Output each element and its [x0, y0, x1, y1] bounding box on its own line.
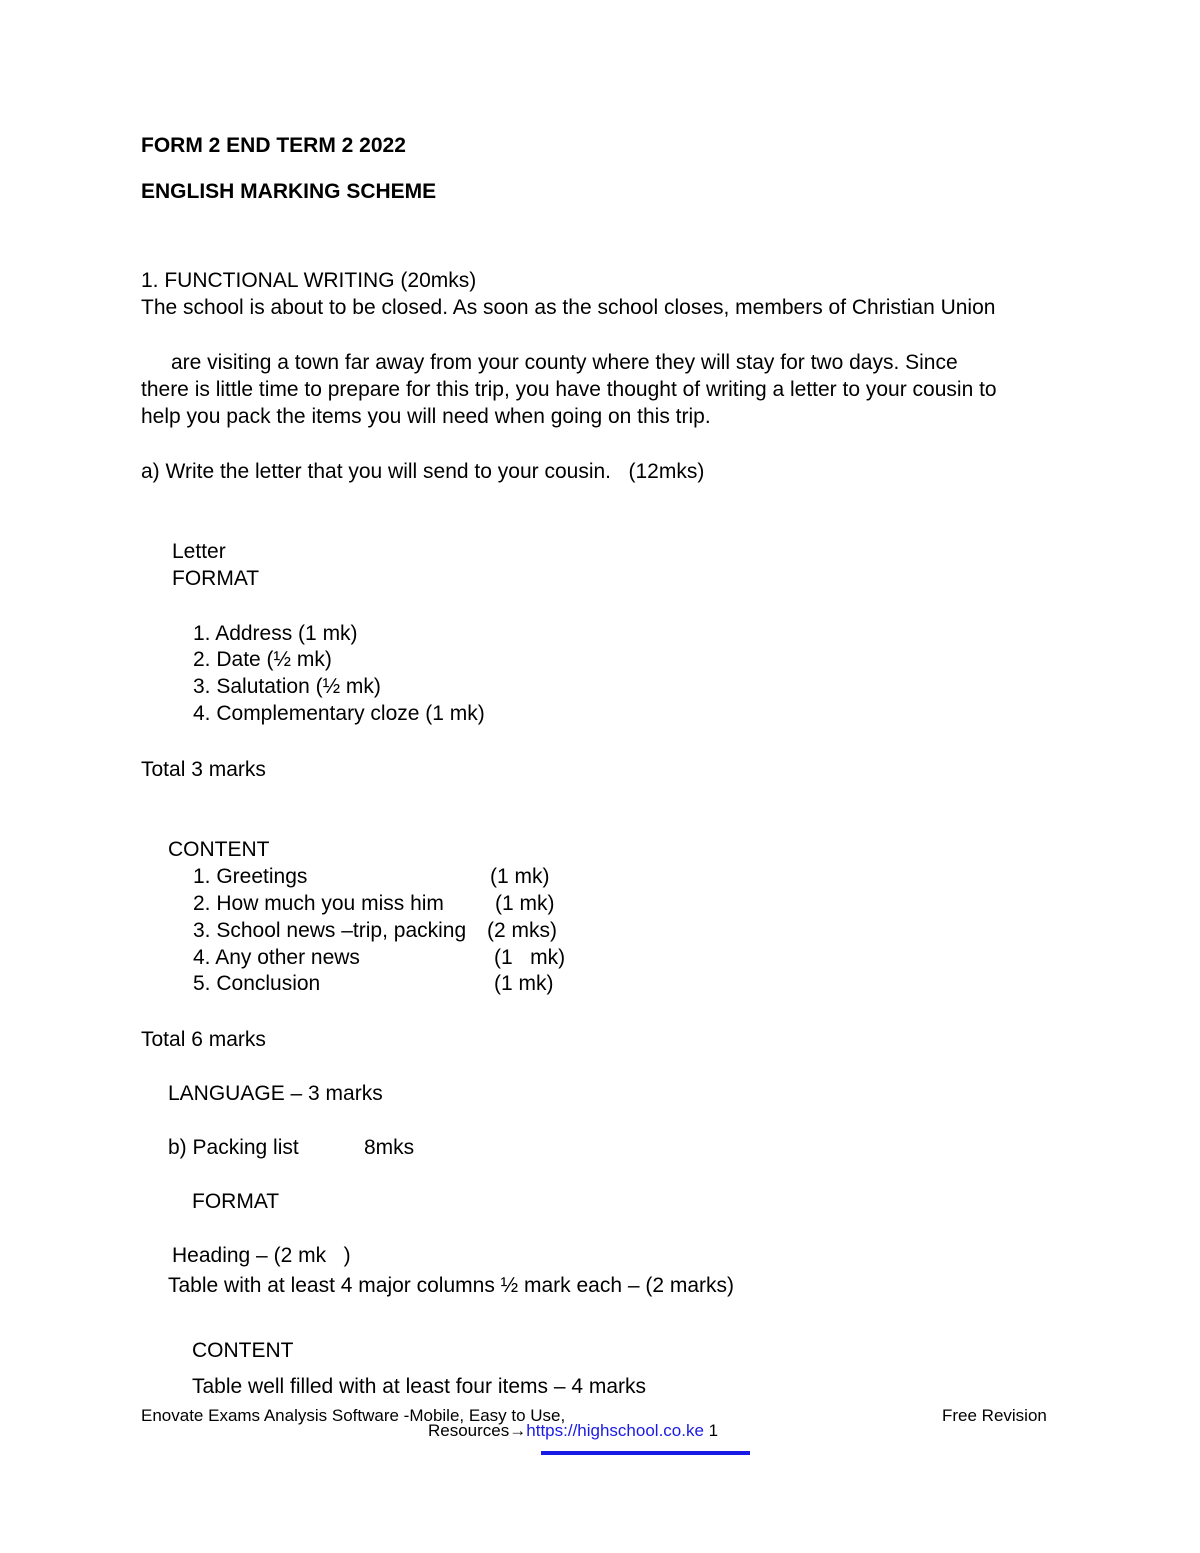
content-item-marks: (1 mk) — [490, 865, 550, 888]
content-total: Total 6 marks — [141, 1028, 266, 1051]
question-line-4: help you pack the items you will need when going on this trip. — [141, 405, 711, 428]
packing-table-item: Table with at least 4 major columns ½ mark each – (2 marks) — [168, 1274, 735, 1297]
content-item-marks: (1 mk) — [495, 892, 555, 915]
letter-content-label: CONTENT — [168, 838, 270, 861]
packing-content-item: Table well filled with at least four items – 4 marks — [192, 1375, 647, 1398]
packing-format-label: FORMAT — [192, 1190, 280, 1213]
content-item-marks: (1 mk) — [494, 946, 566, 969]
content-item-marks: (2 mks) — [487, 919, 557, 942]
content-item-text: 2. How much you miss him — [193, 892, 444, 915]
question-line-1: The school is about to be closed. As soon as the school closes, members of Christian Union — [141, 296, 996, 319]
format-item-salutation: 3. Salutation (½ mk) — [193, 675, 381, 698]
letter-label: Letter — [172, 540, 226, 563]
packing-content-label: CONTENT — [192, 1339, 294, 1362]
footer-resources-label: Resources→ — [428, 1421, 527, 1440]
question-line-3: there is little time to prepare for this trip, you have thought of writing a letter to your cousin to — [141, 378, 997, 401]
packing-heading-item: Heading – (2 mk ) — [172, 1244, 351, 1267]
footer-free-revision: Free Revision — [942, 1406, 1047, 1425]
part-b-instruction: b) Packing list — [168, 1136, 299, 1159]
document-title: FORM 2 END TERM 2 2022 — [141, 134, 406, 157]
content-item-text: 1. Greetings — [193, 865, 308, 888]
format-item-date: 2. Date (½ mk) — [193, 648, 332, 671]
footer-link[interactable]: https://highschool.co.ke — [526, 1421, 704, 1440]
link-underline — [541, 1451, 750, 1455]
question-line-2: are visiting a town far away from your county where they will stay for two days. Since — [171, 351, 958, 374]
content-item-text: 5. Conclusion — [193, 972, 321, 995]
document-subtitle: ENGLISH MARKING SCHEME — [141, 180, 437, 203]
content-item-text: 4. Any other news — [193, 946, 360, 969]
format-item-complementary: 4. Complementary cloze (1 mk) — [193, 702, 485, 725]
part-b-marks: 8mks — [364, 1136, 415, 1159]
letter-format-label: FORMAT — [172, 567, 260, 590]
footer-resources — [428, 1421, 718, 1441]
language-marks: LANGUAGE – 3 marks — [168, 1082, 383, 1105]
page-number: 1 — [708, 1421, 719, 1440]
footer-software-note: Enovate Exams Analysis Software -Mobile, Easy to Use, — [141, 1406, 566, 1425]
part-a-instruction: a) Write the letter that you will send to your cousin. (12mks) — [141, 460, 705, 483]
question-heading: 1. FUNCTIONAL WRITING (20mks) — [141, 269, 477, 292]
content-item-marks: (1 mk) — [494, 972, 554, 995]
format-total: Total 3 marks — [141, 758, 266, 781]
format-item-address: 1. Address (1 mk) — [193, 622, 358, 645]
content-item-text: 3. School news –trip, packing — [193, 919, 467, 942]
